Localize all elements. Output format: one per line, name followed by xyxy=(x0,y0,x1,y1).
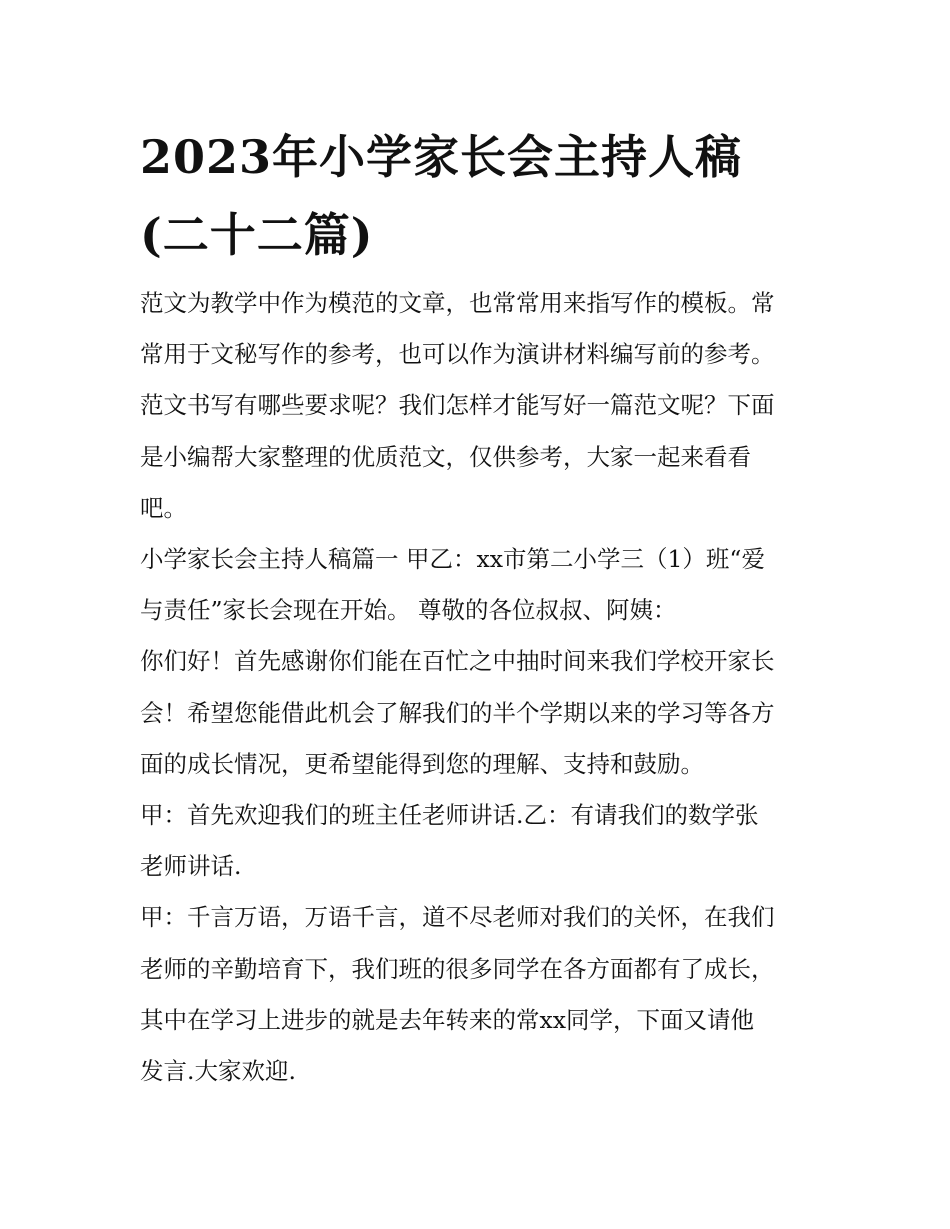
document-title xyxy=(140,118,742,274)
text-line: 甲：首先欢迎我们的班主任老师讲话.乙：有请我们的数学张 xyxy=(140,801,759,830)
text-line: 老师的辛勤培育下，我们班的很多同学在各方面都有了成长， xyxy=(140,954,775,983)
paragraph-teacher-speech xyxy=(140,790,820,892)
text-line: 其中在学习上进步的就是去年转来的常xx同学，下面又请他 xyxy=(140,1005,755,1034)
paragraph-intro xyxy=(140,278,820,534)
text-line: 常用于文秘写作的参考，也可以作为演讲材料编写前的参考。 xyxy=(140,340,775,369)
text-line: 老师讲话. xyxy=(140,852,242,881)
paragraph-greeting xyxy=(140,636,820,790)
title-line: (二十二篇) xyxy=(140,208,374,262)
text-line: 是小编帮大家整理的优质范文，仅供参考，大家一起来看看 xyxy=(140,442,751,471)
text-line: 你们好！首先感谢你们能在百忙之中抽时间来我们学校开家长 xyxy=(140,647,775,676)
text-line: 小学家长会主持人稿篇一 甲乙：xx市第二小学三（1）班“爱 xyxy=(140,545,765,574)
text-line: 面的成长情况，更希望能得到您的理解、支持和鼓励。 xyxy=(140,749,704,778)
text-line: 与责任”家长会现在开始。 尊敬的各位叔叔、阿姨： xyxy=(140,596,677,625)
document-body xyxy=(140,278,820,1097)
text-line: 吧。 xyxy=(140,493,187,522)
title-line: 2023年小学家长会主持人稿 xyxy=(140,130,743,184)
text-line: 甲：千言万语，万语千言，道不尽老师对我们的关怀，在我们 xyxy=(140,903,775,932)
paragraph-student-speech xyxy=(140,892,820,1097)
paragraph-opening xyxy=(140,534,820,636)
text-line: 范文为教学中作为模范的文章，也常常用来指写作的模板。常 xyxy=(140,289,775,317)
text-line: 发言.大家欢迎. xyxy=(140,1057,296,1086)
text-line: 范文书写有哪些要求呢？我们怎样才能写好一篇范文呢？下面 xyxy=(140,391,775,420)
text-line: 会！希望您能借此机会了解我们的半个学期以来的学习等各方 xyxy=(140,698,775,727)
